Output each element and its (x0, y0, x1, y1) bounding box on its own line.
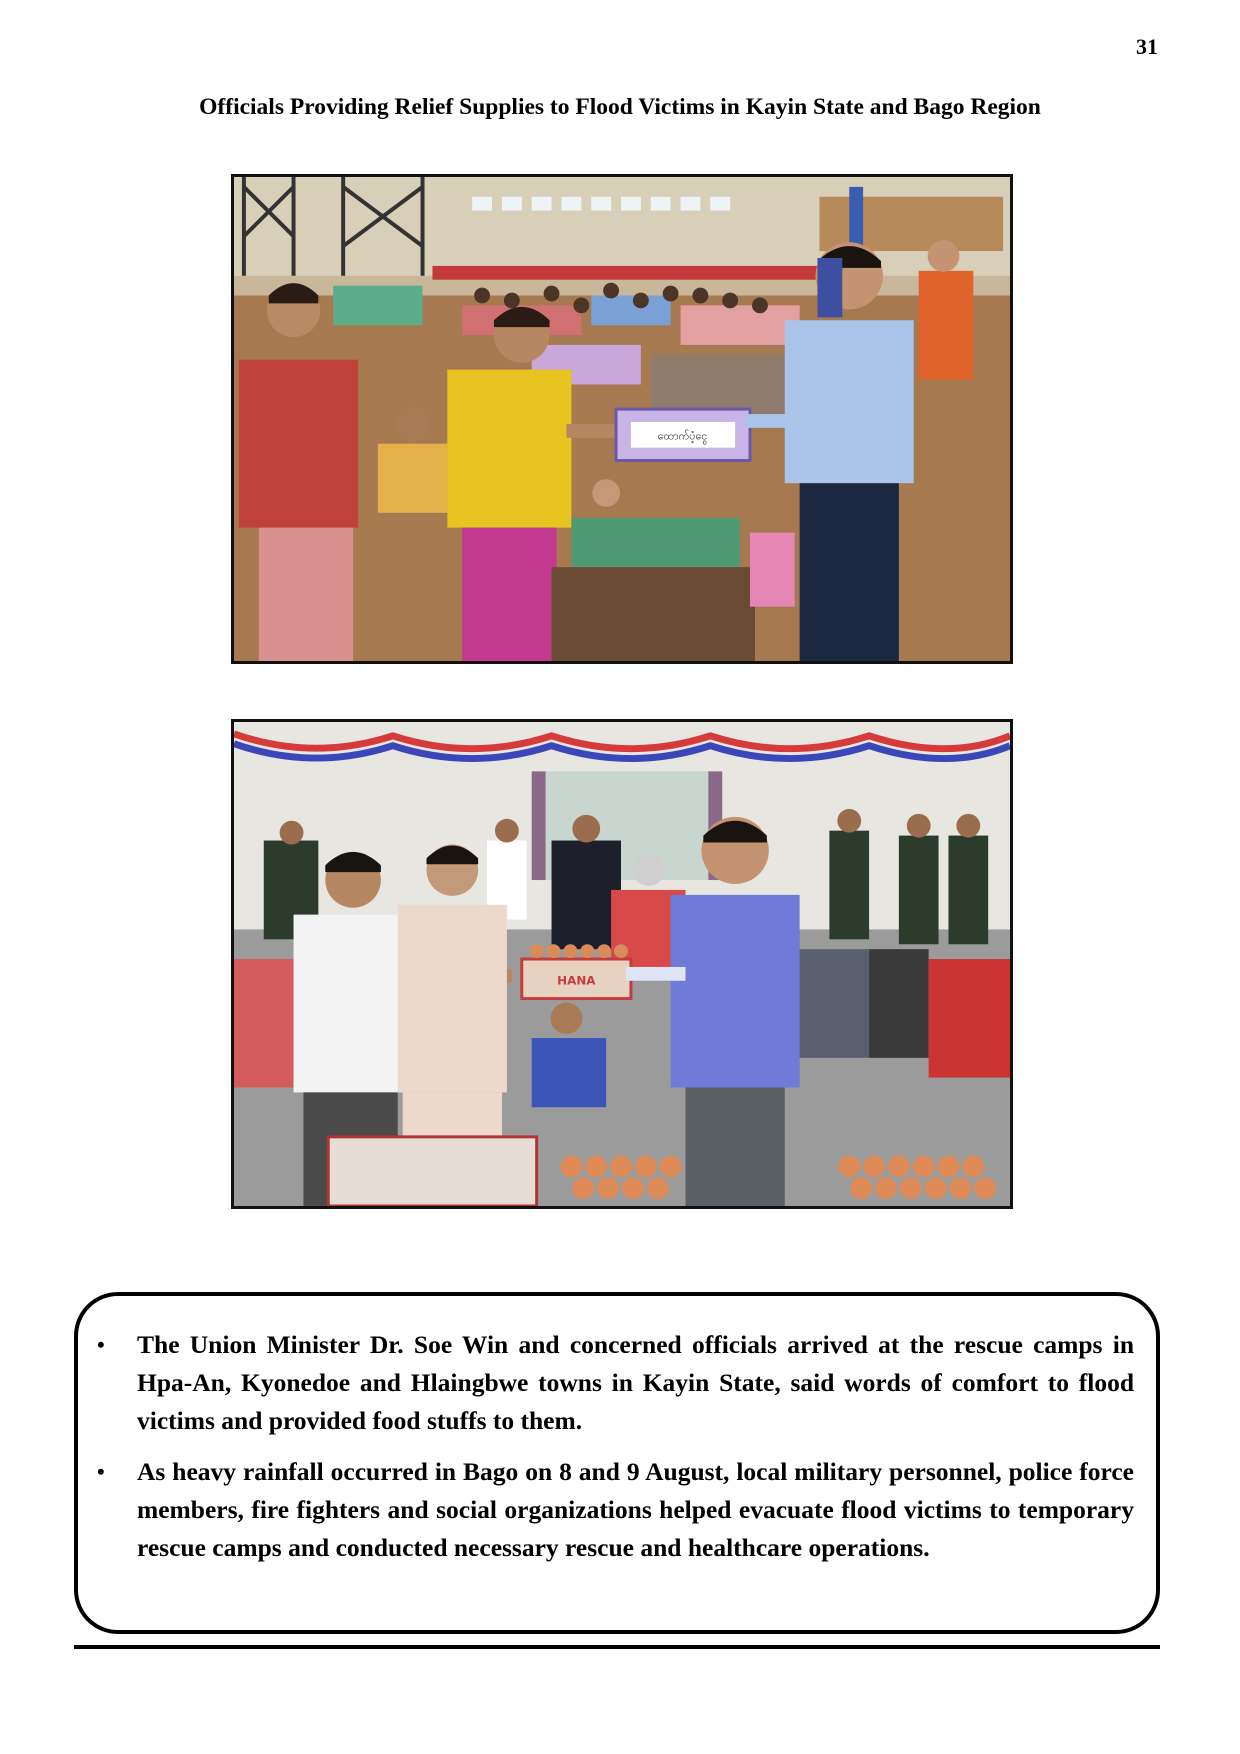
bullet-icon: • (97, 1332, 105, 1357)
page-title: Officials Providing Relief Supplies to Flood Victims in Kayin State and Bago Region (199, 94, 1041, 120)
bullet-text: The Union Minister Dr. Soe Win and concerned officials arrived at the rescue camps in Hpa-An, Kyonedoe and Hlaingbwe towns in Kayin State, said words of comfort to flood victims and provided food stuffs to them. (137, 1330, 1134, 1435)
list-item (97, 1326, 1134, 1440)
photo-relief-bago (231, 719, 1013, 1209)
list-item (97, 1453, 1134, 1567)
divider (74, 1645, 1160, 1649)
photo-relief-kayin (231, 174, 1013, 664)
bullet-list (97, 1326, 1134, 1580)
page-number: 31 (1136, 34, 1158, 59)
bullet-text: As heavy rainfall occurred in Bago on 8 and 9 August, local military personnel, police force members, fire fighters and social organizations helped evacuate flood victims to temporary rescue camps and conducted necessary rescue and healthcare operations. (137, 1457, 1134, 1562)
bullet-icon: • (97, 1459, 105, 1484)
box-label: ထောက်ပံ့ငွေ (657, 429, 708, 443)
box-label: HANA (557, 973, 596, 988)
info-box (74, 1292, 1160, 1634)
